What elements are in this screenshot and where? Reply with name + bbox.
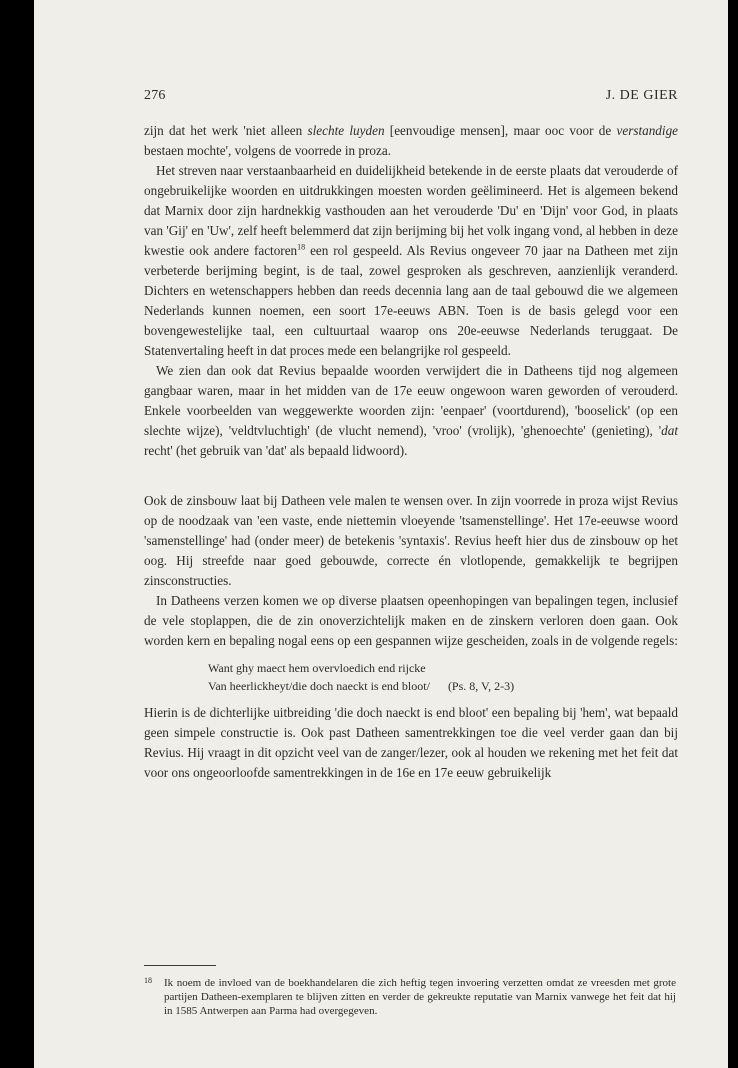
paragraph-5: In Datheens verzen komen we op diverse plaatsen opeenhopingen van bepalingen tegen, inclusief de vele stoplappen, die de zin onoverzichtelijk maken en de zinskern verloren doen gaan. Ook worden kern en bepaling nogal eens op een gespannen wijze gescheiden, zoals in de volgende regels: [144,593,678,648]
body-text [144,121,678,783]
italic-slechte-luyden: slechte luyden [307,123,385,138]
book-page [34,0,728,1068]
paragraph-2-text-b: een rol gespeeld. Als Revius ongeveer 70 jaar na Datheen met zijn verbeterde berijming begint, is de taal, zowel gesproken als geschreven, aanzienlijk veranderd. Dichters en wetenschappers hebben dan reeds decennia lang aan de taal gebouwd die we algemeen Nederlands kunnen noemen, een soort 17e-eeuws ABN. Toen is de basis gelegd voor een bovengewestelijke taal, een cultuurtaal waarop ons 20e-eeuwse Nederlands teruggaat. De Statenvertaling heeft in dat proces mede een belangrijke rol gespeeld. [144,243,678,358]
paragraph-3-text-b: recht' (het gebruik van 'dat' als bepaald lidwoord). [144,443,408,458]
running-head-author: J. DE GIER [605,88,678,103]
paragraph-3-text-a: We zien dan ook dat Revius bepaalde woorden verwijdert die in Datheens tijd nog algemeen gangbaar waren, maar in het midden van de 17e eeuw ongewoon waren geworden of verouderd. Enkele voorbeelden van weggewerkte woorden zijn: 'eenpaer' (voortdurend), 'booselick' (op een slechte wijze), 'veldtvluchtigh' (de vlucht nemend), 'vroo' (vrolijk), 'ghenoechte' (genieting), ' [144,363,678,438]
paragraph-6: Hierin is de dichterlijke uitbreiding 'die doch naeckt is end bloot' een bepaling bij 'hem', wat bepaald geen simpele constructie is. Ook past Datheen samentrekkingen toe die veel verder gaan dan bij Revius. Hij vraagt in dit opzicht veel van de zanger/lezer, ook al houden we rekening met het feit dat voor ons ongeoorloofde samentrekkingen in de 16e en 17e eeuw gebruikelijk [144,705,678,780]
page-number: 276 [144,88,166,103]
footnote-18 [144,976,678,1018]
paragraph-1-text-c: bestaen mochte', volgens de voorrede in proza. [144,143,391,158]
section-break [144,461,678,491]
footnote-text: Ik noem de invloed van de boekhandelaren die zich heftig tegen invoering verzetten omdat ze vreesden met grote partijen Datheen-exemplaren te blijven zitten en verder de gekreukte reputatie van Marnix vanwege het feit dat hij in 1585 Antwerpen aan Parma had overgegeven. [164,977,676,1017]
paragraph-4: Ook de zinsbouw laat bij Datheen vele malen te wensen over. In zijn voorrede in proza wijst Revius op de noodzaak van 'een vaste, ende niettemin vloeyende 'tsamenstellinge'. Het 17e-eeuwse woord 'samenstellinge' had (onder meer) de betekenis 'syntaxis'. Revius heeft hier dus de zinsbouw op het oog. Hij streefde naar goed gebouwde, correcte én vlotlopende, gemakkelijk te begrijpen zinsconstructies. [144,493,678,588]
verse-line-1: Want ghy maect hem overvloedich end rijcke [208,661,426,675]
verse-reference: (Ps. 8, V, 2-3) [447,679,515,693]
verse-line-2 [208,677,678,695]
verse-line-2-text: Van heerlickheyt/die doch naeckt is end bloot/ [208,679,430,693]
paragraph-1-text-a: zijn dat het werk 'niet alleen [144,123,308,138]
paragraph-2-text-a: Het streven naar verstaanbaarheid en duidelijkheid betekende in de eerste plaats dat verouderde of ongebruikelijke woorden en uitdrukkingen moesten worden geëlimineerd. Het is algemeen bekend dat Marnix door zijn hardnekkig vasthouden aan het verouderde 'Du' en 'Dijn' voor God, in plaats van 'Gij' en 'Uw', zelf heeft belemmerd dat zijn berijming bij het volk ingang vond, al hebben in deze kwestie ook andere factoren [144,163,678,258]
verse-quotation [208,659,678,695]
italic-dat: dat [661,423,678,438]
paragraph-1 [144,121,678,161]
footnote-number: 18 [144,976,152,985]
page-header [144,88,678,110]
footnote-reference-18: 18 [297,242,306,252]
paragraph-2 [144,161,678,361]
paragraph-3 [144,361,678,461]
italic-verstandige: verstandige [616,123,679,138]
paragraph-1-text-b: [eenvoudige mensen], maar ooc voor de [384,123,617,138]
footnote-divider [144,965,216,966]
